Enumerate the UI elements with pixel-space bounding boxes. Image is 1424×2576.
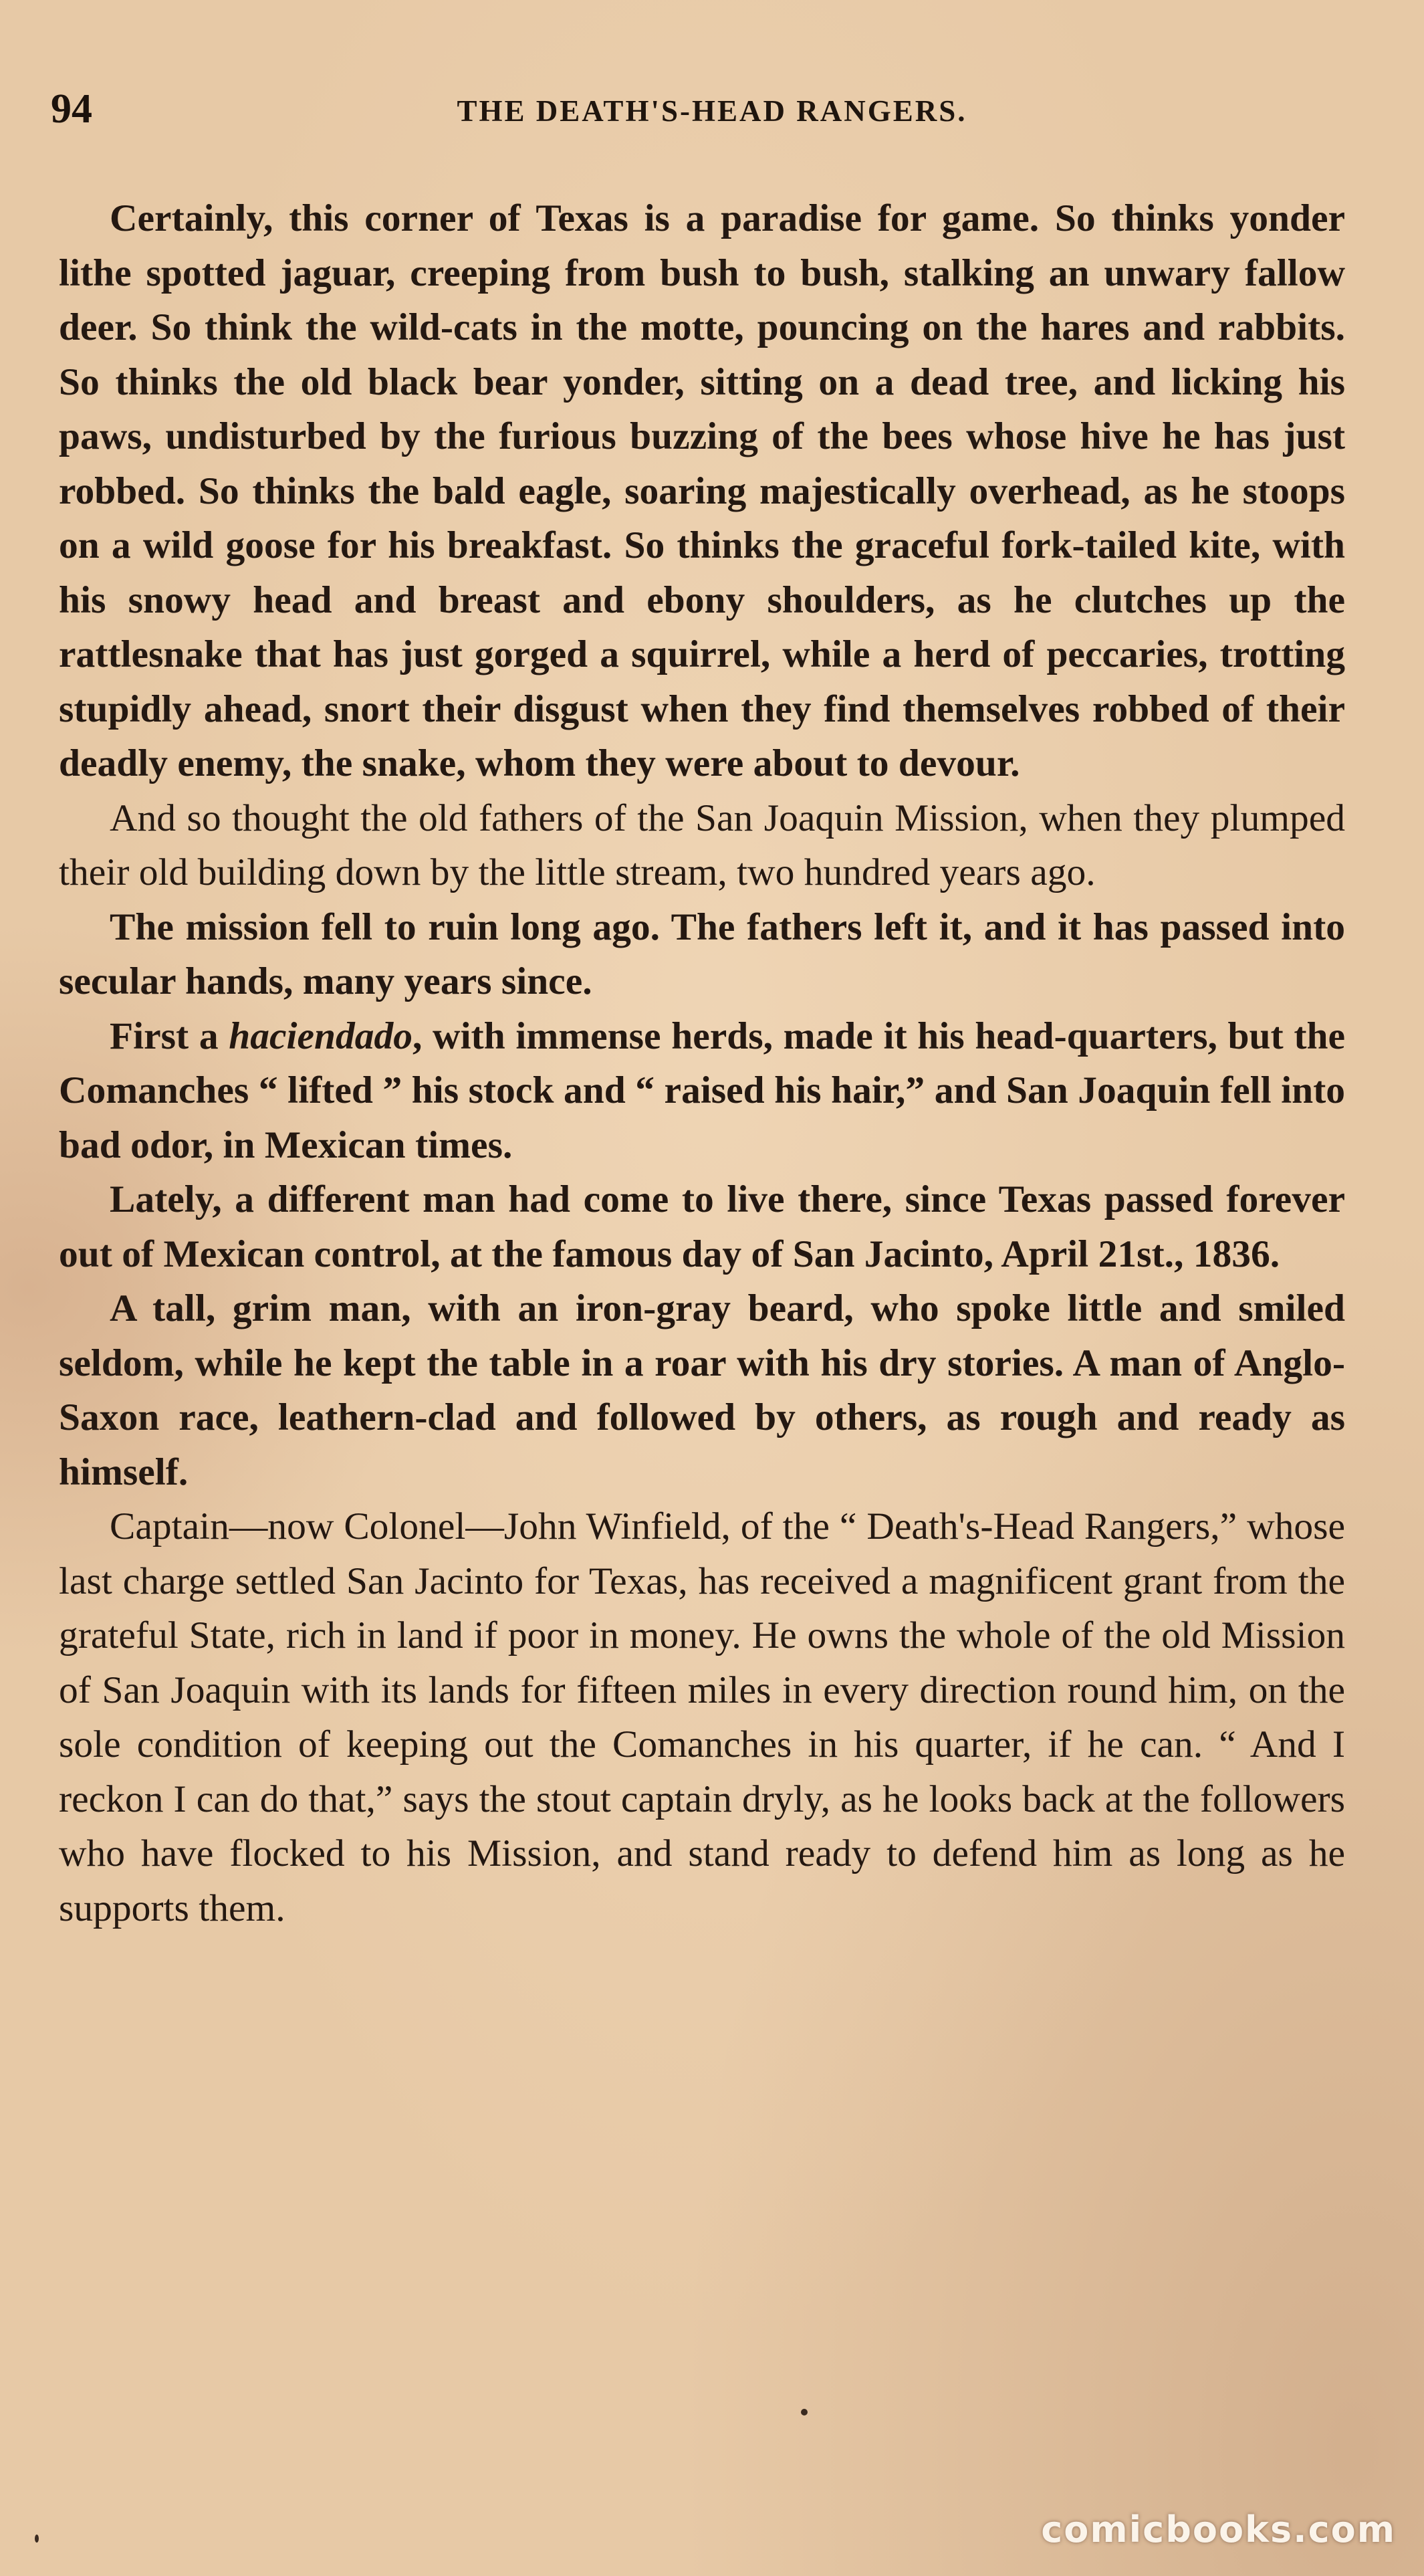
running-head: THE DEATH'S-HEAD RANGERS. (457, 94, 967, 128)
page-number: 94 (51, 86, 92, 132)
ink-speck (801, 2409, 808, 2416)
paragraph-3: The mission fell to ruin long ago. The fathers left it, and it has passed into secular hands, many years since. (59, 905, 1345, 1002)
ink-speck (35, 2535, 39, 2543)
paragraph-5: Lately, a different man had come to live there, since Texas passed forever out of Mexican control, at the famous day of San Jacinto, April 21st., 1836. (59, 1178, 1345, 1275)
paragraph-4-italic: haciendado (229, 1014, 412, 1057)
paragraph-7: Captain—now Colonel—John Winfield, of the “ Death's-Head Rangers,” whose last charge settled San Jacinto for Texas, has received a magnificent grant from the grateful State, rich in land if poor in money. He owns the whole of the old Mission of San Joaquin with its lands for fifteen miles in every direction round him, on the sole condition of keeping out the Comanches in his quarter, if he can. “ And I reckon I can do that,” says the stout captain dryly, as he looks back at the followers who have flocked to his Mission, and stand ready to defend him as long as he supports them. (59, 1505, 1345, 1929)
watermark: comicbooks.com (1041, 2508, 1396, 2551)
paragraph-1: Certainly, this corner of Texas is a paradise for game. So thinks yonder lithe spotted jaguar, creeping from bush to bush, stalking an unwary fallow deer. So think the wild-cats in the motte, pouncing on the hares and rabbits. So thinks the old black bear yonder, sitting on a dead tree, and licking his paws, undisturbed by the furious buzzing of the bees whose hive he has just robbed. So thinks the bald eagle, soaring majestically overhead, as he stoops on a wild goose for his breakfast. So thinks the graceful fork-tailed kite, with his snowy head and breast and ebony shoulders, as he clutches up the rattlesnake that has just gorged a squirrel, while a herd of peccaries, trotting stupidly ahead, snort their disgust when they find themselves robbed of their deadly enemy, the snake, whom they were about to devour. (59, 197, 1345, 784)
paragraph-4-lead: First a (110, 1014, 229, 1057)
paragraph-6: A tall, grim man, with an iron-gray beard, who spoke little and smiled seldom, while he kept the table in a roar with his dry stories. A man of Anglo-Saxon race, leathern-clad and followed by others, as rough and ready as himself. (59, 1287, 1345, 1493)
paragraph-4 (59, 1009, 1345, 1173)
paragraph-4-rest: , with immense herds, made it his head-quarters, but the Comanches “ lifted ” his stock and “ raised his hair,” and San Joaquin fell into bad odor, in Mexican times. (59, 1014, 1345, 1166)
paragraph-2: And so thought the old fathers of the San Joaquin Mission, when they plumped their old building down by the little stream, two hundred years ago. (59, 796, 1345, 893)
text-body (59, 191, 1345, 1935)
